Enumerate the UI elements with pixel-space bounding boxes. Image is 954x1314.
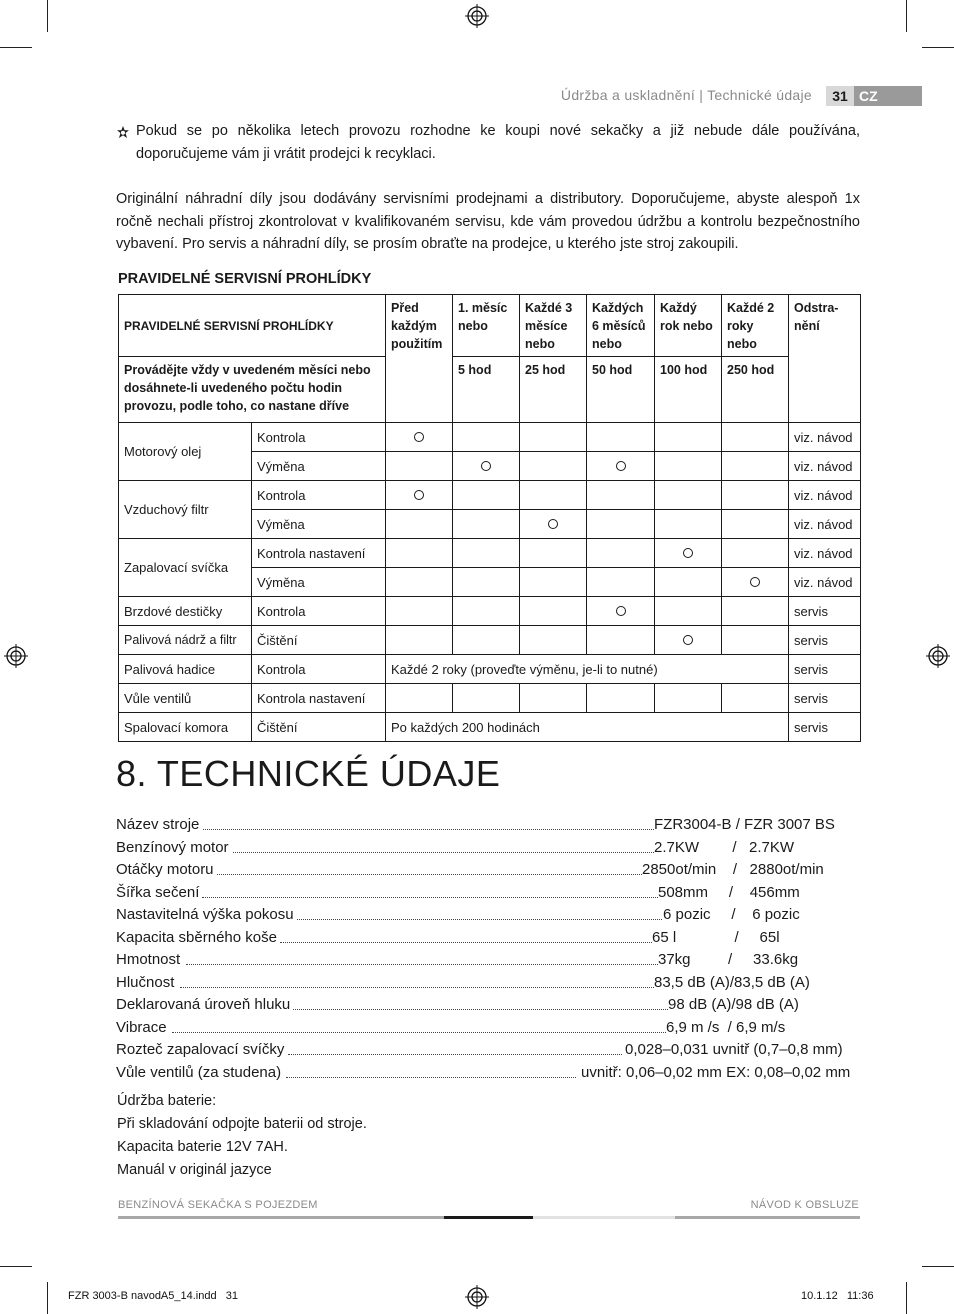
spec-value: 37kg / 33.6kg bbox=[658, 951, 799, 968]
action-cell: Kontrola bbox=[252, 597, 386, 626]
spec-value: 83,5 dB (A)/83,5 dB (A) bbox=[654, 974, 810, 991]
check-circle-icon bbox=[481, 461, 491, 471]
column-header: Před každým použitím bbox=[386, 295, 453, 423]
footer-right: NÁVOD K OBSLUZE bbox=[750, 1199, 859, 1211]
recycle-bullet-icon bbox=[116, 126, 130, 140]
registration-mark-icon bbox=[465, 4, 489, 28]
remedy-cell: viz. návod bbox=[789, 481, 861, 510]
spec-label: Kapacita sběrného koše bbox=[116, 929, 280, 946]
registration-mark-icon bbox=[926, 644, 950, 668]
column-header: Každý rok nebo bbox=[655, 295, 722, 357]
footer-left: BENZÍNOVÁ SEKAČKA S POJEZDEM bbox=[118, 1199, 318, 1211]
battery-note: Manuál v originál jazyce bbox=[117, 1162, 272, 1178]
action-cell: Kontrola nastavení bbox=[252, 684, 386, 713]
language-tab: CZ bbox=[854, 86, 922, 106]
item-cell: Palivová nádrž a filtr bbox=[119, 626, 252, 655]
crop-mark bbox=[922, 47, 954, 48]
crop-mark bbox=[922, 1266, 954, 1267]
footer-bar bbox=[533, 1216, 675, 1219]
item-cell: Vůle ventilů bbox=[119, 684, 252, 713]
column-header: Odstra-nění bbox=[789, 295, 861, 423]
battery-note: Údržba baterie: bbox=[117, 1093, 217, 1109]
spec-value: 508mm / 456mm bbox=[658, 884, 800, 901]
action-cell: Čištění bbox=[252, 713, 386, 742]
interval-note: Po každých 200 hodinách bbox=[386, 713, 789, 742]
remedy-cell: viz. návod bbox=[789, 452, 861, 481]
remedy-cell: viz. návod bbox=[789, 510, 861, 539]
footer-bar bbox=[675, 1216, 860, 1219]
recycling-note: Pokud se po několika letech provozu rozhodne ke koupi nové sekačky a již nebude dále používána, doporučujeme vám ji vrátit prodejci k recyklaci. bbox=[136, 123, 860, 162]
spec-row bbox=[116, 839, 860, 861]
service-schedule-table bbox=[118, 294, 861, 742]
spec-label: Vůle ventilů (za studena) bbox=[116, 1064, 284, 1081]
footer-bar bbox=[118, 1216, 444, 1219]
column-header: Každých 6 měsíců nebo bbox=[587, 295, 655, 357]
header-section-title: Údržba a uskladnění | Technické údaje bbox=[560, 87, 812, 103]
spec-label: Šířka sečení bbox=[116, 884, 202, 901]
table-row bbox=[119, 655, 861, 684]
spec-row bbox=[116, 996, 860, 1018]
item-cell: Motorový olej bbox=[119, 423, 252, 481]
spec-value: 65 l / 65l bbox=[652, 929, 780, 946]
hours-cell: 25 hod bbox=[520, 357, 587, 423]
action-cell: Výměna bbox=[252, 510, 386, 539]
technical-data-title: 8. TECHNICKÉ ÚDAJE bbox=[116, 753, 501, 794]
spec-row bbox=[116, 974, 860, 996]
remedy-cell: viz. návod bbox=[789, 423, 861, 452]
spare-parts-paragraph: Originální náhradní díly jsou dodávány servisními prodejnami a distributory. Doporučujeme, abyste alespoň 1x ročně nechali přístroj zkontrolovat v kvalifikovaném servisu, kde vám provedou údržbu a kontrolu bezpečnostního vybavení. Pro servis a náhradní díly, se prosím obraťte na prodejce, u kterého jste stroj zakoupili. bbox=[116, 191, 860, 252]
item-cell: Brzdové destičky bbox=[119, 597, 252, 626]
spec-label: Vibrace bbox=[116, 1019, 170, 1036]
spec-row bbox=[116, 1064, 860, 1086]
crop-mark bbox=[47, 1282, 48, 1314]
spec-label: Název stroje bbox=[116, 816, 202, 833]
spec-value: 98 dB (A)/98 dB (A) bbox=[668, 996, 799, 1013]
item-cell: Spalovací komora bbox=[119, 713, 252, 742]
column-header: Každé 3 měsíce nebo bbox=[520, 295, 587, 357]
table-row bbox=[119, 481, 861, 510]
crop-mark bbox=[906, 1282, 907, 1314]
spec-row bbox=[116, 951, 860, 973]
spec-row bbox=[116, 884, 860, 906]
print-date-slug: 10.1.12 11:36 bbox=[801, 1290, 874, 1302]
hours-label: Provádějte vždy v uvedeném měsíci nebo dosáhnete-li uvedeného počtu hodin provozu, podle toho, co nastane dříve bbox=[119, 357, 386, 423]
table-row bbox=[119, 626, 861, 655]
table-row bbox=[119, 713, 861, 742]
action-cell: Čištění bbox=[252, 626, 386, 655]
page-number: 31 bbox=[826, 86, 854, 106]
table-row bbox=[119, 684, 861, 713]
hours-cell: 250 hod bbox=[722, 357, 789, 423]
remedy-cell: servis bbox=[789, 655, 861, 684]
item-cell: Palivová hadice bbox=[119, 655, 252, 684]
spec-label: Nastavitelná výška pokosu bbox=[116, 906, 297, 923]
indd-file-slug: FZR 3003-B navodA5_14.indd 31 bbox=[68, 1290, 239, 1302]
table-row bbox=[119, 539, 861, 568]
check-circle-icon bbox=[683, 548, 693, 558]
spec-label: Rozteč zapalovací svíčky bbox=[116, 1041, 287, 1058]
action-cell: Kontrola bbox=[252, 423, 386, 452]
spec-label: Otáčky motoru bbox=[116, 861, 217, 878]
crop-mark bbox=[47, 0, 48, 32]
check-circle-icon bbox=[616, 606, 626, 616]
table-row bbox=[119, 423, 861, 452]
spec-value: 2850ot/min / 2880ot/min bbox=[642, 861, 824, 878]
battery-note: Při skladování odpojte baterii od stroje. bbox=[117, 1116, 367, 1132]
table-header-label: PRAVIDELNÉ SERVISNÍ PROHLÍDKY bbox=[119, 295, 386, 357]
registration-mark-icon bbox=[465, 1285, 489, 1309]
spec-row bbox=[116, 861, 860, 883]
remedy-cell: servis bbox=[789, 626, 861, 655]
crop-mark bbox=[0, 47, 32, 48]
column-header: 1. měsíc nebo bbox=[453, 295, 520, 357]
spec-row bbox=[116, 1019, 860, 1041]
check-circle-icon bbox=[616, 461, 626, 471]
column-header: Každé 2 roky nebo bbox=[722, 295, 789, 357]
table-row bbox=[119, 597, 861, 626]
spec-label: Deklarovaná úroveň hluku bbox=[116, 996, 293, 1013]
remedy-cell: viz. návod bbox=[789, 568, 861, 597]
spec-value: uvnitř: 0,06–0,02 mm EX: 0,08–0,02 mm bbox=[581, 1064, 851, 1081]
page-header bbox=[520, 86, 922, 106]
spec-value: FZR3004-B / FZR 3007 BS bbox=[654, 816, 835, 833]
spec-row bbox=[116, 1041, 860, 1063]
action-cell: Výměna bbox=[252, 452, 386, 481]
spec-row bbox=[116, 929, 860, 951]
remedy-cell: viz. návod bbox=[789, 539, 861, 568]
interval-note: Každé 2 roky (proveďte výměnu, je-li to nutné) bbox=[386, 655, 789, 684]
action-cell: Výměna bbox=[252, 568, 386, 597]
crop-mark bbox=[0, 1266, 32, 1267]
crop-mark bbox=[906, 0, 907, 32]
spec-value: 2.7KW / 2.7KW bbox=[654, 839, 795, 856]
registration-mark-icon bbox=[4, 644, 28, 668]
check-circle-icon bbox=[414, 490, 424, 500]
footer-bar bbox=[444, 1216, 533, 1219]
item-cell: Vzduchový filtr bbox=[119, 481, 252, 539]
check-circle-icon bbox=[683, 635, 693, 645]
spec-row bbox=[116, 906, 860, 928]
item-cell: Zapalovací svíčka bbox=[119, 539, 252, 597]
spec-label: Hlučnost bbox=[116, 974, 177, 991]
spec-label: Benzínový motor bbox=[116, 839, 232, 856]
action-cell: Kontrola bbox=[252, 481, 386, 510]
check-circle-icon bbox=[414, 432, 424, 442]
spec-label: Hmotnost bbox=[116, 951, 183, 968]
spec-value: 0,028–0,031 uvnitř (0,7–0,8 mm) bbox=[625, 1041, 843, 1058]
remedy-cell: servis bbox=[789, 713, 861, 742]
check-circle-icon bbox=[548, 519, 558, 529]
spec-value: 6 pozic / 6 pozic bbox=[663, 906, 800, 923]
action-cell: Kontrola bbox=[252, 655, 386, 684]
hours-cell: 5 hod bbox=[453, 357, 520, 423]
remedy-cell: servis bbox=[789, 597, 861, 626]
battery-note: Kapacita baterie 12V 7AH. bbox=[117, 1139, 288, 1155]
check-circle-icon bbox=[750, 577, 760, 587]
spec-row bbox=[116, 816, 860, 838]
service-section-title: PRAVIDELNÉ SERVISNÍ PROHLÍDKY bbox=[118, 271, 372, 287]
hours-cell: 100 hod bbox=[655, 357, 722, 423]
spec-value: 6,9 m /s / 6,9 m/s bbox=[666, 1019, 786, 1036]
action-cell: Kontrola nastavení bbox=[252, 539, 386, 568]
remedy-cell: servis bbox=[789, 684, 861, 713]
hours-cell: 50 hod bbox=[587, 357, 655, 423]
